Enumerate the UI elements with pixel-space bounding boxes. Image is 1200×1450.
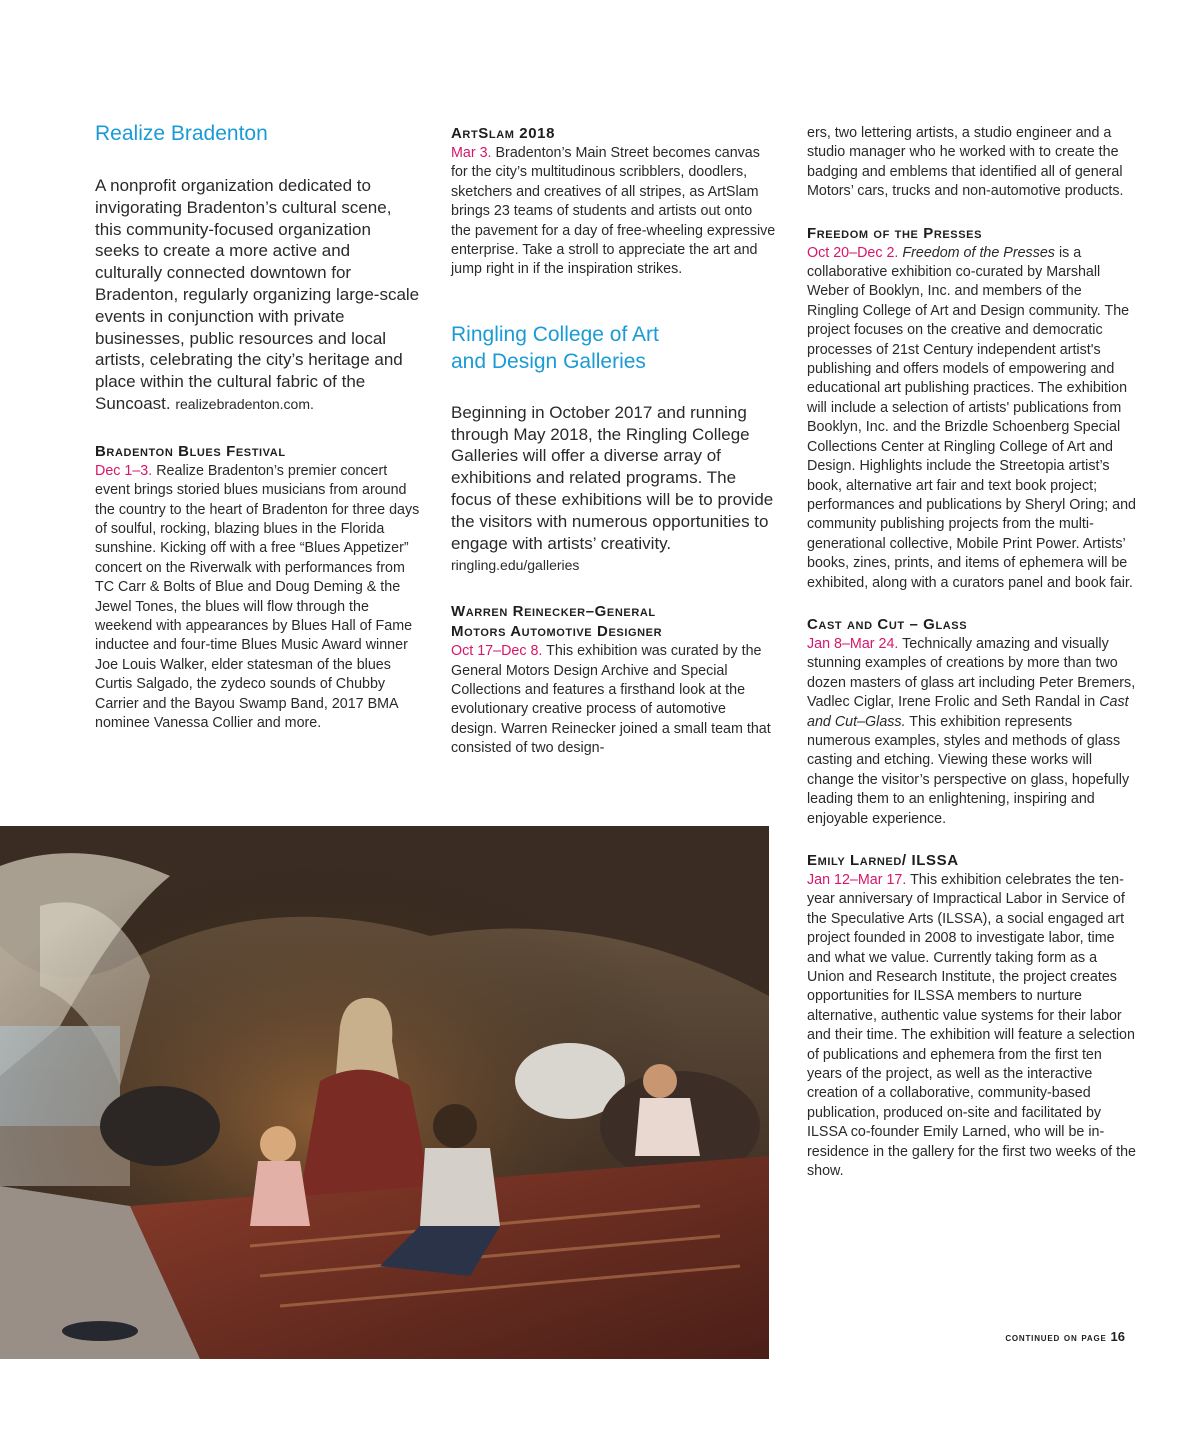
reinecker-title-line2: Motors Automotive Designer [451, 623, 663, 641]
presses-italic-title: Freedom of the Presses [902, 244, 1055, 261]
glass-title: Cast and Cut – Glass [807, 615, 968, 633]
blues-festival-title: Bradenton Blues Festival [95, 442, 286, 460]
ringling-link[interactable]: ringling.edu/galleries [451, 557, 580, 574]
tent-family-photo [0, 826, 769, 1359]
glass-date: Jan 8–Mar 24. [807, 635, 899, 652]
column-1 [95, 120, 420, 733]
ilssa-text: This exhibition celebrates the ten-year anniversary of Impractical Labor in Service of the Speculative Arts (ILSSA), a social engaged art project founded in 2008 to investigate labor, time and what we value. Currently taking form as a Union and Research Institute, the project creates opportunities for ILSSA members to nurture alternative, authentic value systems for their labor and their time. The exhibition will feature a selection of publications and ephemera from the first ten years of the project, as well as the interactive creation of a collaborative, community-based publication, produced on-site and facilitated by ILSSA co-founder Emily Larned, who will be in-residence in the gallery for the first two weeks of the show. [807, 872, 1136, 1180]
reinecker-text: This exhibition was curated by the General Motors Design Archive and Special Collections and features a firsthand look at the evolutionary creative process of automotive design. Warren Reinecker joined a small team that consisted of two design- [451, 643, 771, 757]
ringling-heading [451, 321, 776, 375]
column-2 [451, 124, 776, 759]
reinecker-continued: ers, two lettering artists, a studio engineer and a studio manager who he worked with to create the badging and emblems that identified all of general Motors’ cars, trucks and non-automotive products. [807, 125, 1124, 200]
continued-label: continued on page [1005, 1332, 1107, 1344]
glass-italic-title: Cast and Cut–Glass. [807, 694, 1129, 730]
girl-head [643, 1064, 677, 1098]
realize-bradenton-description [95, 175, 420, 416]
glass-text-after: This exhibition represents numerous examples, styles and methods of glass casting and etching. Viewing these works will change the visitor’s perspective on glass, hopefully leading them to an enlightening, inspiring and enjoyable experience. [807, 713, 1130, 827]
blues-festival-text: Realize Bradenton’s premier concert event brings storied blues musicians from around the country to the heart of Bradenton for three days of soulful, rocking, blazing blues in the Florida sunshine. Kicking off with a free “Blues Appetizer” concert on the Riverwalk with performances from TC Carr & Bolts of Blue and Doug Deming & the Jewel Tones, the blues will flow through the weekend with appearances by Blues Hall of Fame inductee and four-time Blues Music Award winner Joe Louis Walker, elder statesman of the blues Curtis Salgado, the zydeco sounds of Chubby Carrier and the Bayou Swamp Band, 2017 BMA nominee Vanessa Collier and more. [95, 462, 420, 732]
reinecker-body [451, 642, 776, 758]
artslam-title: ArtSlam 2018 [451, 125, 556, 142]
glass-body [807, 635, 1137, 829]
ilssa-title: Emily Larned/ ILSSA [807, 852, 959, 869]
presses-body [807, 244, 1137, 593]
column-3 [807, 124, 1137, 1182]
presses-title: Freedom of the Presses [807, 224, 983, 242]
reinecker-title-line1: Warren Reinecker–General [451, 603, 656, 621]
ringling-heading-line1: Ringling College of Art [451, 322, 659, 346]
tent-family-photo-image [0, 826, 769, 1359]
girl-body [635, 1098, 700, 1156]
ilssa-body [807, 871, 1137, 1182]
realize-bradenton-link[interactable]: realizebradenton.com. [175, 395, 314, 412]
realize-description-text: A nonprofit organization dedicated to invigorating Bradenton’s cultural scene, this community-focused organization seeks to create a more active and culturally connected downtown for Bradenton, regularly organizing large-scale events in conjunction with private businesses, public resources and local artists, celebrating the city’s heritage and place within the cultural fabric of the Suncoast. [95, 176, 420, 413]
blues-festival-body [95, 462, 420, 734]
glass-text-before: Technically amazing and visually stunning examples of creations by more than two dozen masters of glass art including Peter Bremers, Vadlec Ciglar, Irene Frolic and Seth Randal in [807, 635, 1136, 711]
shoe [62, 1321, 138, 1341]
continued-footer [1005, 1329, 1125, 1344]
reinecker-title [451, 602, 776, 642]
child-left-body [250, 1161, 310, 1226]
woman-body [300, 1070, 430, 1196]
ringling-description-text: Beginning in October 2017 and running through May 2018, the Ringling College Galleries will offer a diverse array of exhibitions and related programs. The focus of these exhibitions will be to provide the visitors with numerous opportunities to engage with artists’ creativity. [451, 402, 774, 553]
artslam-body [451, 144, 776, 280]
continued-page-number: 16 [1110, 1329, 1125, 1344]
presses-text: is a collaborative exhibition co-curated by Marshall Weber of Booklyn, Inc. and members of the Ringling College of Art and Design community. The project focuses on the creative and democratic processes of 21st Century independent artist's publishing and offers models of empowering and educational art publishing practices. The exhibition will include a selection of artists' publications from Booklyn, Inc. and the Brizdle Schoenberg Special Collections Center at Ringling College of Art and Design. Highlights include the Streetopia artist’s book, alternative art fair and text book project; performances and publications by Sheryl Oring; and community publishing projects from the multi-generational collective, Mobile Print Power. Artists’ books, zines, prints, and items of ephemera will be exhibited, along with a curators panel and book fair. [807, 244, 1137, 591]
presses-date: Oct 20–Dec 2. [807, 244, 899, 261]
artslam-date: Mar 3. [451, 145, 492, 161]
realize-bradenton-heading: Realize Bradenton [95, 122, 268, 145]
ringling-heading-line2: and Design Galleries [451, 349, 646, 373]
blues-festival-date: Dec 1–3. [95, 462, 153, 479]
child-left-head [260, 1126, 296, 1162]
ringling-description [451, 402, 776, 577]
boy-head [433, 1104, 477, 1148]
artslam-text: Bradenton’s Main Street becomes canvas for the city’s multitudinous scribblers, doodlers, sketchers and creatives of all stripes, as ArtSlam brings 23 teams of students and artists out onto the pavement for a day of free-wheeling expressive enterprise. Take a stroll to appreciate the art and jump right in if the inspiration strikes. [451, 145, 776, 278]
ilssa-date: Jan 12–Mar 17. [807, 872, 907, 888]
reinecker-date: Oct 17–Dec 8. [451, 643, 543, 660]
boy-body [420, 1148, 500, 1226]
bundle-left [100, 1086, 220, 1166]
